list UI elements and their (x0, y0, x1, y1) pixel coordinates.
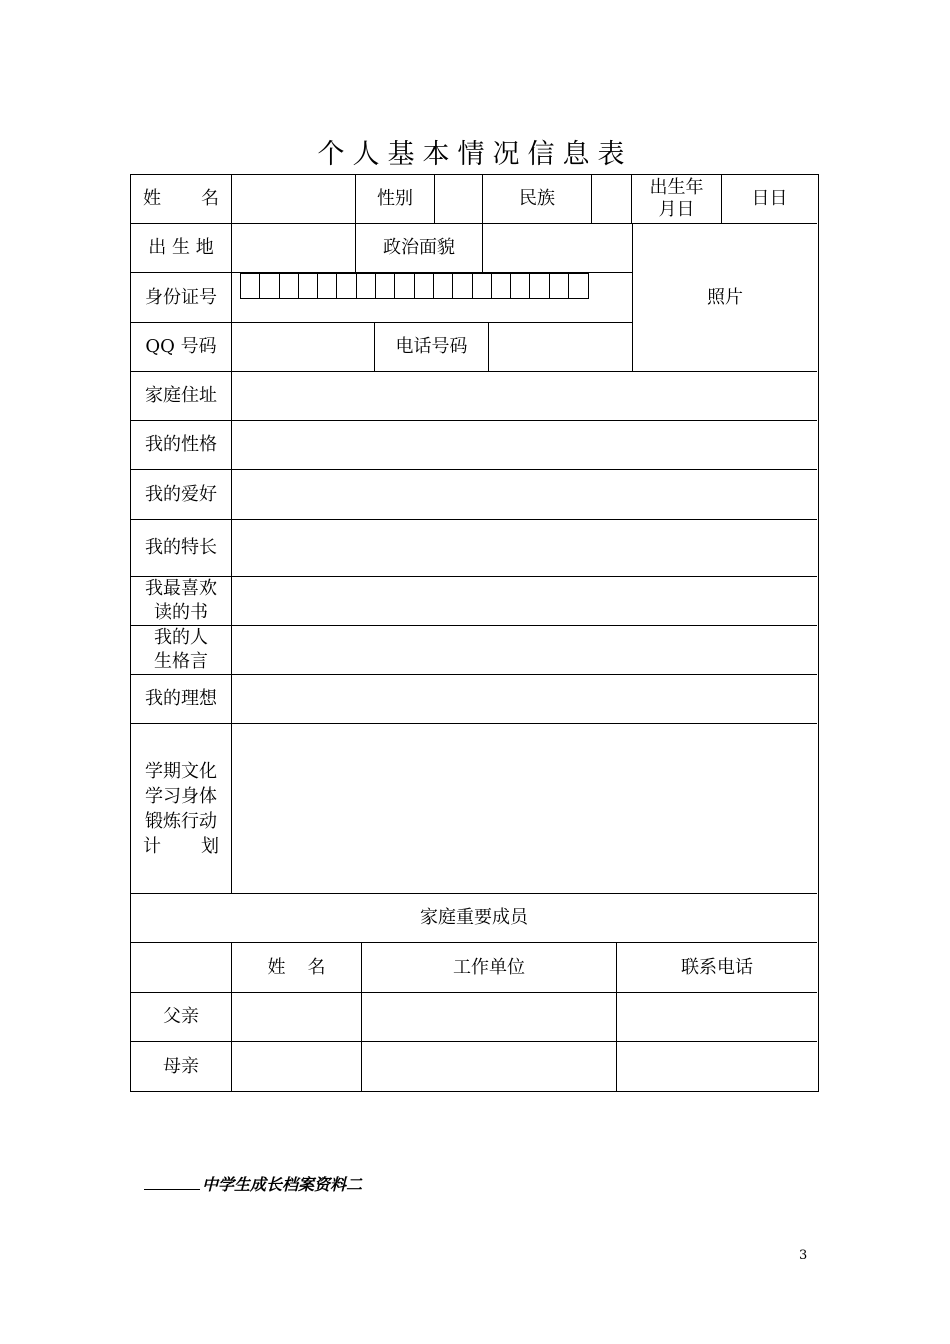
field-father-workplace[interactable] (362, 993, 617, 1042)
family-corner-cell (131, 943, 232, 993)
field-semester-plan[interactable] (232, 724, 817, 894)
label-father: 父亲 (131, 993, 232, 1042)
field-ideal[interactable] (232, 675, 817, 724)
field-hobbies[interactable] (232, 470, 817, 520)
col-header-workplace: 工作单位 (362, 943, 617, 993)
label-birthplace: 出 生 地 (131, 224, 232, 273)
label-birthdate: 出生年 月日 (632, 175, 722, 224)
label-strengths: 我的特长 (131, 520, 232, 577)
label-id-number: 身份证号 (131, 273, 232, 323)
footer-caption: 中学生成长档案资料二 (144, 1172, 362, 1195)
field-birthdate[interactable]: 日日 (722, 175, 817, 224)
page-title: 个人基本情况信息表 (317, 139, 633, 170)
field-strengths[interactable] (232, 520, 817, 577)
field-favorite-book[interactable] (232, 577, 817, 626)
label-ideal: 我的理想 (131, 675, 232, 724)
label-name: 姓 名 (131, 175, 232, 224)
field-name[interactable] (232, 175, 356, 224)
field-birthplace[interactable] (232, 224, 356, 273)
field-father-name[interactable] (232, 993, 362, 1042)
label-gender: 性别 (356, 175, 435, 224)
label-semester-plan: 学期文化 学习身体 锻炼行动 计 划 (131, 724, 232, 894)
label-life-motto: 我的人 生格言 (131, 626, 232, 675)
col-header-name: 姓 名 (232, 943, 362, 993)
page-number: 3 (799, 1248, 808, 1263)
field-address[interactable] (232, 372, 817, 421)
field-mother-workplace[interactable] (362, 1042, 617, 1091)
field-qq[interactable] (232, 323, 375, 372)
field-phone[interactable] (489, 323, 633, 372)
id-number-digit-boxes[interactable] (240, 273, 589, 299)
photo-area[interactable]: 照片 (633, 224, 817, 372)
field-ethnicity[interactable] (592, 175, 632, 224)
field-personality[interactable] (232, 421, 817, 470)
field-life-motto[interactable] (232, 626, 817, 675)
field-political-status[interactable] (483, 224, 633, 273)
label-phone: 电话号码 (375, 323, 489, 372)
label-personality: 我的性格 (131, 421, 232, 470)
col-header-contact-phone: 联系电话 (617, 943, 817, 993)
label-ethnicity: 民族 (483, 175, 592, 224)
label-hobbies: 我的爱好 (131, 470, 232, 520)
field-mother-name[interactable] (232, 1042, 362, 1091)
field-mother-phone[interactable] (617, 1042, 817, 1091)
label-political-status: 政治面貌 (356, 224, 483, 273)
school-name-blank[interactable] (144, 1175, 200, 1190)
field-gender[interactable] (435, 175, 483, 224)
label-address: 家庭住址 (131, 372, 232, 421)
field-father-phone[interactable] (617, 993, 817, 1042)
label-mother: 母亲 (131, 1042, 232, 1091)
family-section-header: 家庭重要成员 (131, 894, 817, 943)
label-favorite-book: 我最喜欢 读的书 (131, 577, 232, 626)
label-qq: QQ 号码 (131, 323, 232, 372)
